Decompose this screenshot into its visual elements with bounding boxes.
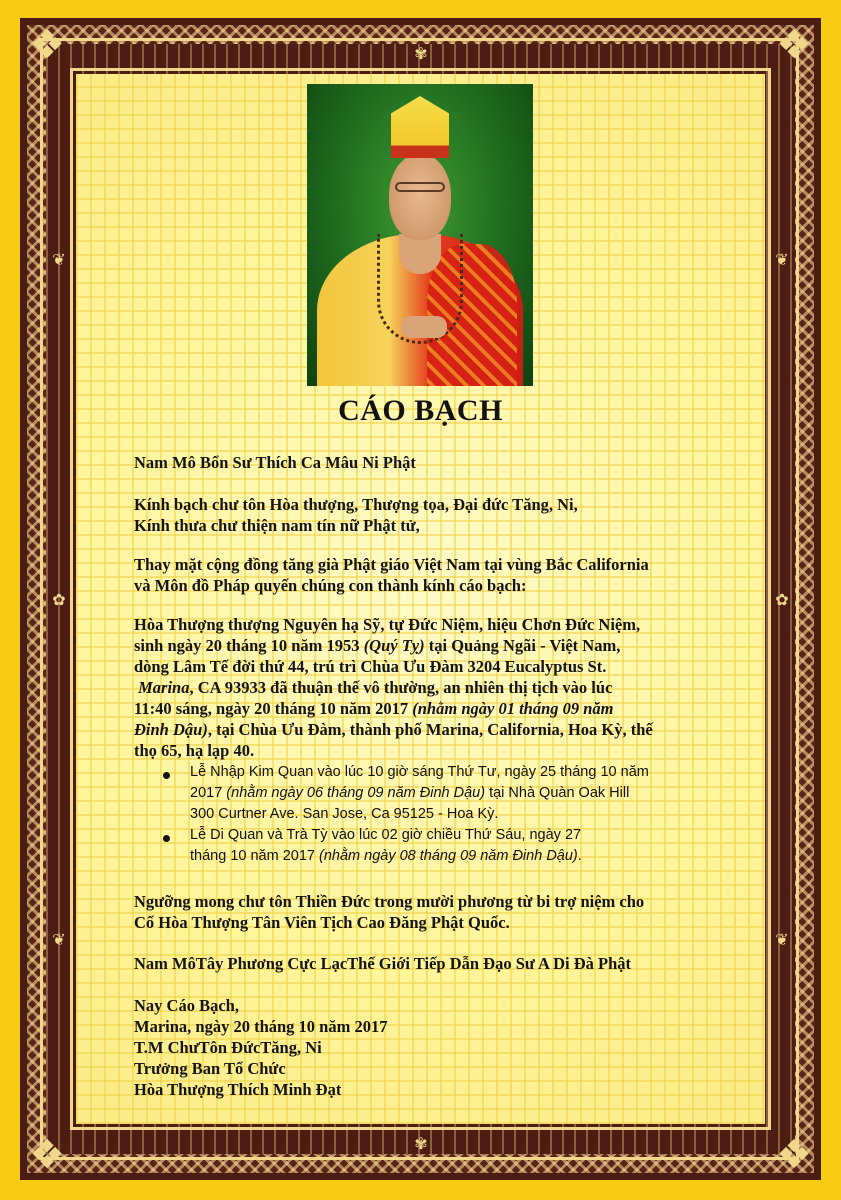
- portrait-crown: [391, 96, 449, 158]
- side-ornament-icon: ❦: [52, 930, 66, 949]
- invocation-text: Nam Mô Bổn Sư Thích Ca Mâu Ni Phật: [134, 453, 416, 472]
- greeting-line-1: Kính bạch chư tôn Hòa thượng, Thượng tọa, Đại đức Tăng, Ni,: [134, 495, 578, 514]
- intro-line-1: Thay mặt cộng đồng tăng già Phật giáo Việt Nam tại vùng Bắc California: [134, 555, 649, 574]
- announcement-birth: sinh ngày 20 tháng 10 năm 1953: [134, 636, 364, 655]
- ceremony-1-line-2: [190, 783, 629, 804]
- portrait-face: [389, 154, 451, 240]
- corner-ornament-icon: ❖: [29, 1132, 65, 1178]
- announcement-line-6: [134, 719, 653, 740]
- side-ornament-icon: ❦: [52, 250, 66, 269]
- greeting-line-2: Kính thưa chư thiện nam tín nữ Phật tử,: [134, 516, 420, 535]
- invocation-amitabha: Nam MôTây Phương Cực LạcThế Giới Tiếp Dẫn Đạo Sư A Di Đà Phật: [134, 954, 632, 973]
- portrait-glasses: [395, 182, 445, 192]
- ceremony-1-location: tại Nhà Quàn Oak Hill: [485, 785, 630, 801]
- ceremony-2-period: .: [577, 848, 582, 864]
- ceremony-2-line-1: Lễ Di Quan và Trà Tỳ vào lúc 02 giờ chiều Thứ Sáu, ngày 27: [190, 827, 582, 843]
- announcement-place: , tại Chùa Ưu Đàm, thành phố Marina, California, Hoa Kỳ, thế: [207, 720, 653, 739]
- announcement-time: 11:40 sáng, ngày 20 tháng 10 năm 2017: [134, 699, 413, 718]
- prayer-line-1: Ngưỡng mong chư tôn Thiền Đức trong mười phương từ bi trợ niệm cho: [134, 892, 645, 911]
- announcement-line-1: Hòa Thượng thượng Nguyên hạ Sỹ, tự Đức Niệm, hiệu Chơn Đức Niệm,: [134, 615, 641, 634]
- side-ornament-icon: ✿: [775, 590, 789, 609]
- side-ornament-icon: ✾: [414, 1134, 428, 1153]
- announcement-line-7: thọ 65, hạ lạp 40.: [134, 741, 255, 760]
- bullet-icon: [163, 835, 170, 842]
- portrait-hands: [401, 316, 447, 338]
- intro-line-2: và Môn đồ Pháp quyến chúng con thành kính cáo bạch:: [134, 576, 527, 595]
- closing-signature: Hòa Thượng Thích Minh Đạt: [134, 1080, 342, 1099]
- announcement-lunar-date-end: Đinh Dậu): [134, 720, 208, 739]
- corner-ornament-icon: ❖: [776, 22, 812, 68]
- side-ornament-icon: ❦: [775, 930, 789, 949]
- ceremony-2-date: tháng 10 năm 2017: [190, 848, 319, 864]
- announcement-birthplace: tại Quảng Ngãi - Việt Nam,: [424, 636, 621, 655]
- side-ornament-icon: ✾: [414, 44, 428, 63]
- announcement-lunar-year: (Quý Tỵ): [363, 636, 425, 655]
- ceremony-1-line-1: Lễ Nhập Kim Quan vào lúc 10 giờ sáng Thứ Tư, ngày 25 tháng 10 năm: [190, 764, 649, 780]
- portrait-photo: [307, 84, 533, 386]
- ceremony-1-year: 2017: [190, 785, 227, 801]
- corner-ornament-icon: ❖: [776, 1132, 812, 1178]
- closing-behalf: T.M ChưTôn ĐứcTăng, Ni: [134, 1038, 322, 1057]
- side-ornament-icon: ✿: [52, 590, 66, 609]
- prayer-line-2: Cố Hòa Thượng Tân Viên Tịch Cao Đăng Phật Quốc.: [134, 913, 510, 932]
- ceremony-2-line-2: [190, 846, 582, 867]
- announcement-line-3: dòng Lâm Tế đời thứ 44, trú trì Chùa Ưu Đàm 3204 Eucalyptus St.: [134, 657, 607, 676]
- announcement-city: Marina: [134, 678, 190, 697]
- page-title: CÁO BẠCH: [338, 394, 503, 427]
- announcement-line-2: [134, 635, 620, 656]
- closing-role: Trưởng Ban Tổ Chức: [134, 1059, 286, 1078]
- ceremony-1-line-3: 300 Curtner Ave. San Jose, Ca 95125 - Hoa Kỳ.: [190, 806, 499, 822]
- ceremony-1-lunar-date: (nhằm ngày 06 tháng 09 năm Đinh Dậu): [226, 785, 486, 801]
- ceremony-2-lunar-date: (nhằm ngày 08 tháng 09 năm Đinh Dậu): [319, 848, 578, 864]
- side-ornament-icon: ❦: [775, 250, 789, 269]
- bullet-icon: [163, 772, 170, 779]
- closing-date: Marina, ngày 20 tháng 10 năm 2017: [134, 1017, 388, 1036]
- closing-line-1: Nay Cáo Bạch,: [134, 996, 239, 1015]
- corner-ornament-icon: ❖: [29, 22, 65, 68]
- announcement-passing: , CA 93933 đã thuận thế vô thường, an nhiên thị tịch vào lúc: [189, 678, 613, 697]
- announcement-lunar-date: (nhằm ngày 01 tháng 09 năm: [412, 699, 614, 718]
- announcement-line-5: [134, 698, 614, 719]
- announcement-line-4: [134, 677, 612, 698]
